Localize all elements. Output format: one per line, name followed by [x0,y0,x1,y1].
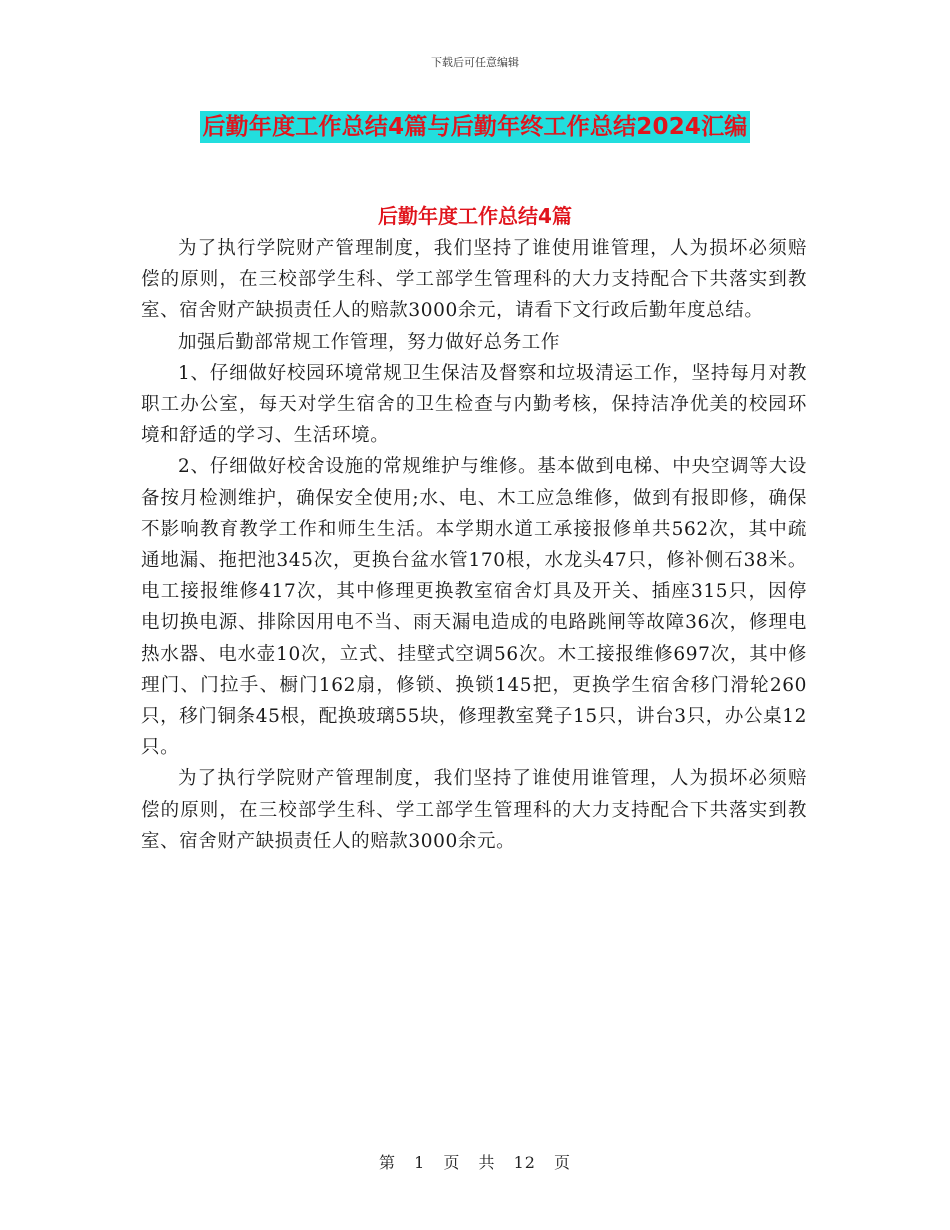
paragraph-closing: 为了执行学院财产管理制度，我们坚持了谁使用谁管理，人为损坏必须赔偿的原则，在三校部学生科、学工部学生管理科的大力支持配合下共落实到教室、宿舍财产缺损责任人的赔款3000余元。 [141,768,807,852]
paragraph-item-1: 1、仔细做好校园环境常规卫生保洁及督察和垃圾清运工作，坚持每月对教职工办公室，每天对学生宿舍的卫生检查与内勤考核，保持洁净优美的校园环境和舒适的学习、生活环境。 [141,362,807,447]
document-title: 后勤年度工作总结4篇与后勤年终工作总结2024汇编 [200,111,749,143]
section-title: 后勤年度工作总结4篇 [378,204,572,228]
document-title-container [0,111,950,143]
paragraph-heading: 加强后勤部常规工作管理，努力做好总务工作 [178,331,561,353]
footer-mid: 页 [443,1153,461,1172]
page-footer [0,1150,950,1173]
paragraph-intro: 为了执行学院财产管理制度，我们坚持了谁使用谁管理，人为损坏必须赔偿的原则，在三校部学生科、学工部学生管理科的大力支持配合下共落实到教室、宿舍财产缺损责任人的赔款3000余元，请看下文行政后勤年度总结。 [141,238,807,322]
header-note: 下载后可任意编辑 [431,56,519,69]
footer-current-page: 1 [414,1153,426,1172]
footer-suffix: 页 [554,1153,572,1172]
footer-total-prefix: 共 [478,1153,496,1172]
paragraph-item-2: 2、仔细做好校舍设施的常规维护与维修。基本做到电梯、中央空调等大设备按月检测维护，确保安全使用;水、电、木工应急维修，做到有报即修，确保不影响教育教学工作和师生生活。本学期水道工承接报修单共562次，其中疏通地漏、拖把池345次，更换台盆水管170根，水龙头47只，修补侧石38米。电工接报维修417次，其中修理更换教室宿舍灯具及开关、插座315只，因停电切换电源、排除因用电不当、雨天漏电造成的电路跳闸等故障36次，修理电热水器、电水壶10次，立式、挂壁式空调56次。木工接报维修697次，其中修理门、门拉手、橱门162扇，修锁、换锁145把，更换学生宿舍移门滑轮260只，移门铜条45根，配换玻璃55块，修理教室凳子15只，讲台3只，办公桌12只。 [141,456,807,759]
document-body [141,225,807,857]
footer-total-pages: 12 [513,1153,536,1172]
footer-prefix: 第 [378,1153,396,1172]
